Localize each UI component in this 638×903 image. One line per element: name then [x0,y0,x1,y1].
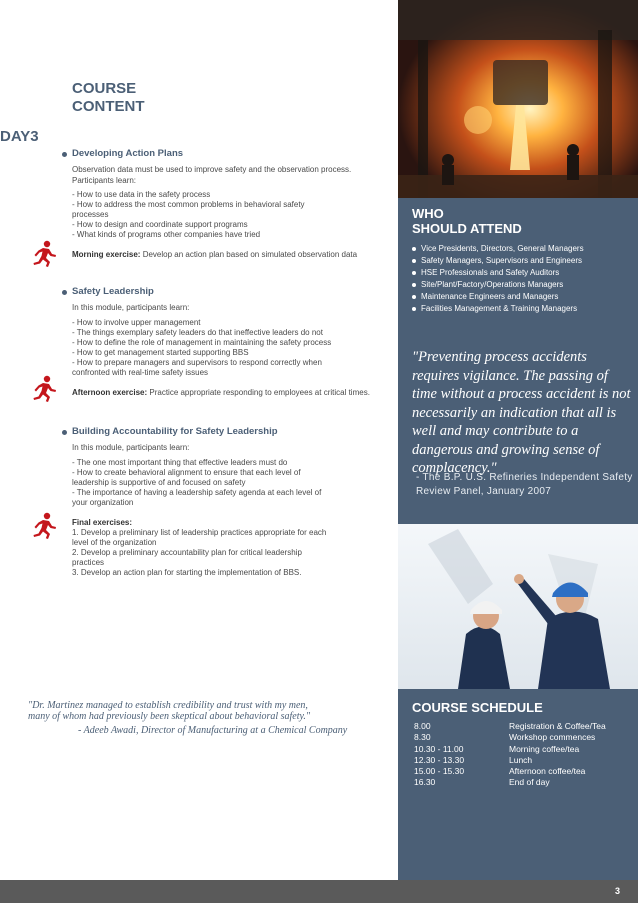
day-label: DAY3 [0,128,39,145]
list-item: your organization [72,497,134,507]
list-item: Site/Plant/Factory/Operations Managers [412,279,634,291]
schedule-row [414,755,636,766]
course-schedule-title: COURSE SCHEDULE [412,700,543,715]
section-intro: In this module, participants learn: [72,303,190,312]
section-developing-action-plans [62,148,384,261]
schedule-row [414,766,636,777]
list-item: - How to get management started supporting BBS [72,347,249,357]
section-building-accountability [62,426,384,578]
list-item: Safety Managers, Supervisors and Engineers [412,255,634,267]
schedule-row [414,732,636,743]
course-schedule-table [414,721,636,789]
steel-mill-photo [398,0,638,198]
review-panel-quote: "Preventing process accidents requires vigilance. The passing of time without a process accident is not necessarily an indication that all is well and may contribute to a dangerous and growing sense of complacency." [412,349,631,476]
list-item: - How to create behavioral alignment to ensure that each level of [72,467,301,477]
list-item: - The importance of having a leadership safety agenda at each level of [72,487,322,497]
schedule-event: Workshop commences [509,732,596,743]
list-item: practices [72,558,105,567]
list-item: - How to prepare managers and supervisors to respond correctly when [72,357,322,367]
section-list [62,318,384,378]
list-item: 2. Develop a preliminary accountability plan for critical leadership [72,548,302,557]
schedule-event: End of day [509,777,550,788]
section-intro: Observation data must be used to improve safety and the observation process. Participants learn: [72,165,352,185]
exercise [62,250,384,261]
section-intro: In this module, participants learn: [72,443,190,452]
schedule-time: 10.30 - 11.00 [414,743,464,754]
schedule-row [414,721,636,732]
section-heading: Safety Leadership [62,286,384,298]
running-figure-icon [28,512,58,540]
page-number: 3 [614,886,620,896]
final-label: Final exercises: [72,517,133,527]
list-item: - How to involve upper management [72,317,201,327]
running-figure-icon [28,375,58,403]
section-heading: Building Accountability for Safety Leadership [62,426,384,438]
exercise-label: Morning exercise: [72,250,141,259]
schedule-row [414,744,636,755]
list-item: - The things exemplary safety leaders do that ineffective leaders do not [72,327,323,337]
section-list [62,458,384,508]
list-item: - How to define the role of management in maintaining the safety process [72,337,332,347]
final-list [72,528,384,578]
section-list [62,190,384,240]
schedule-time: 16.30 [414,777,436,788]
schedule-time: 8.00 [414,721,431,731]
course-content-title: COURSE CONTENT [72,80,145,115]
exercise-text: Practice appropriate responding to employees at critical times. [147,387,370,397]
running-figure-icon [28,240,58,268]
engineers-photo [398,524,638,689]
final-exercises [62,518,384,579]
exercise-text: Develop an action plan based on simulated observation data [140,250,358,259]
list-item: Vice Presidents, Directors, General Managers [412,243,634,255]
footer-bar [0,880,638,903]
list-item: 3. Develop an action plan for starting the implementation of BBS. [72,568,302,577]
who-should-attend-title: WHO SHOULD ATTEND [412,206,522,236]
schedule-event: Lunch [509,754,533,765]
schedule-time: 12.30 - 13.30 [414,754,465,765]
schedule-time: 15.00 - 15.30 [414,766,465,777]
schedule-event: Afternoon coffee/tea [509,766,586,777]
list-item: - How to design and coordinate support programs [72,220,248,229]
schedule-event: Registration & Coffee/Tea [509,721,606,731]
list-item: HSE Professionals and Safety Auditors [412,267,634,279]
schedule-time: 8.30 [414,732,431,743]
schedule-event: Morning coffee/tea [509,743,580,754]
who-should-attend-list [412,243,634,315]
schedule-row [414,777,636,788]
list-item: 1. Develop a preliminary list of leadership practices appropriate for each [72,528,327,537]
list-item: - How to address the most common problems in behavioral safety [72,200,305,209]
exercise-label: Afternoon exercise: [72,387,148,397]
list-item: - How to use data in the safety process [72,190,211,199]
list-item: processes [72,210,109,219]
exercise [62,388,384,399]
list-item: confronted with real-time safety issues [72,367,209,377]
testimonial-attribution: - Adeeb Awadi, Director of Manufacturing at a Chemical Company [78,725,348,736]
testimonial-quote: "Dr. Martinez managed to establish credibility and trust with my men, many of whom had previously been skeptical about behavioral safety." - Adeeb Awadi, Director of Manufacturing at a Chemical Company [28,700,378,736]
list-item: - The one most important thing that effective leaders must do [72,457,288,467]
list-item: leadership is supportive of and focused on safety [72,477,246,487]
section-safety-leadership [62,286,384,398]
section-heading: Developing Action Plans [62,148,384,160]
list-item: Facilities Management & Training Managers [412,303,634,315]
list-item: level of the organization [72,538,157,547]
list-item: Maintenance Engineers and Managers [412,291,634,303]
list-item: - What kinds of programs other companies have tried [72,230,261,239]
review-panel-attribution: - The B.P. U.S. Refineries Independent Safety Review Panel, January 2007 [416,472,633,497]
